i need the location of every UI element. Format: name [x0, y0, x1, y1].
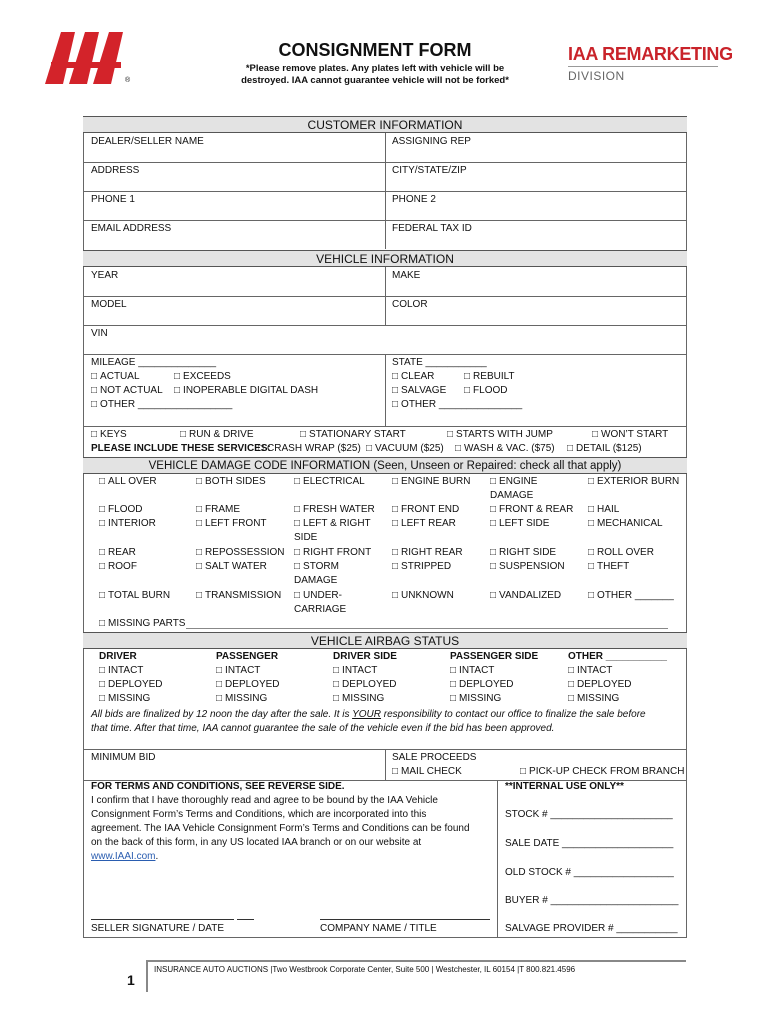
stationary-start-checkbox[interactable]: □ STATIONARY START [300, 428, 406, 442]
airbag-passenger-side-deployed[interactable]: □ DEPLOYED [450, 678, 514, 692]
salvage-checkbox[interactable]: □ SALVAGE [392, 384, 446, 398]
airbag-other-deployed[interactable]: □ DEPLOYED [568, 678, 632, 692]
damage-front-end[interactable]: □ FRONT END [392, 503, 459, 517]
damage-right-front[interactable]: □ RIGHT FRONT [294, 546, 371, 560]
page-title: CONSIGNMENT FORM [278, 40, 472, 60]
airbag-driver-side-missing[interactable]: □ MISSING [333, 692, 384, 706]
bid-notice-line1: All bids are finalized by 12 noon the day after the sale. It is YOUR responsibility to contact our office to finalize the sale before [91, 709, 646, 720]
damage-missing-parts[interactable]: □ MISSING PARTS [99, 617, 185, 631]
mail-check-checkbox[interactable]: □ MAIL CHECK [392, 765, 462, 779]
footer-address: INSURANCE AUTO AUCTIONS |Two Westbrook Corporate Center, Suite 500 | Westchester, IL 60154 |T 800.821.4596 [154, 965, 576, 974]
damage-electrical[interactable]: □ ELECTRICAL [294, 475, 365, 489]
plates-note-1: *Please remove plates. Any plates left with vehicle will be [245, 63, 505, 74]
seller-signature-line[interactable] [91, 919, 234, 920]
buyer-number-field[interactable]: BUYER # _______________________ [505, 895, 679, 906]
damage-roof[interactable]: □ ROOF [99, 560, 137, 574]
state-field[interactable]: STATE ___________ [392, 357, 487, 368]
damage-front-rear[interactable]: □ FRONT & REAR [490, 503, 573, 517]
damage-engine-damage[interactable]: □ ENGINE [490, 475, 537, 489]
damage-engine-damage-line2: DAMAGE [490, 490, 534, 501]
airbag-passenger-missing[interactable]: □ MISSING [216, 692, 267, 706]
company-name-line[interactable] [320, 919, 490, 920]
model-field[interactable]: MODEL [91, 299, 127, 310]
airbag-driver-side-deployed[interactable]: □ DEPLOYED [333, 678, 397, 692]
damage-hail[interactable]: □ HAIL [588, 503, 619, 517]
damage-transmission[interactable]: □ TRANSMISSION [196, 589, 281, 603]
airbag-passenger-intact[interactable]: □ INTACT [216, 664, 260, 678]
vacuum-checkbox[interactable]: □ VACUUM ($25) [366, 442, 444, 456]
sale-date-field[interactable]: SALE DATE ____________________ [505, 838, 674, 849]
wash-vac-checkbox[interactable]: □ WASH & VAC. ($75) [455, 442, 555, 456]
terms-line-4: on the back of this form, in any US located IAA branch or on our website at [91, 837, 422, 848]
page-number: 1 [127, 972, 135, 988]
keys-checkbox[interactable]: □ KEYS [91, 428, 127, 442]
terms-heading: FOR TERMS AND CONDITIONS, SEE REVERSE SIDE. [91, 781, 345, 792]
damage-frame[interactable]: □ FRAME [196, 503, 240, 517]
mileage-other-checkbox[interactable]: □ OTHER _________________ [91, 398, 232, 412]
airbag-other-title[interactable]: OTHER ___________ [568, 651, 667, 662]
old-stock-field[interactable]: OLD STOCK # __________________ [505, 867, 674, 878]
airbag-passenger-title: PASSENGER [216, 651, 279, 662]
state-other-checkbox[interactable]: □ OTHER _______________ [392, 398, 522, 412]
damage-roll-over[interactable]: □ ROLL OVER [588, 546, 654, 560]
damage-left-side[interactable]: □ LEFT SIDE [490, 517, 549, 531]
damage-interior[interactable]: □ INTERIOR [99, 517, 156, 531]
registered-mark: ® [125, 77, 131, 84]
iaa-logo [45, 32, 127, 86]
damage-right-rear[interactable]: □ RIGHT REAR [392, 546, 463, 560]
salvage-provider-field[interactable]: SALVAGE PROVIDER # ___________ [505, 923, 678, 934]
damage-mechanical[interactable]: □ MECHANICAL [588, 517, 663, 531]
damage-fresh-water[interactable]: □ FRESH WATER [294, 503, 375, 517]
damage-unknown[interactable]: □ UNKNOWN [392, 589, 454, 603]
starts-with-jump-checkbox[interactable]: □ STARTS WITH JUMP [447, 428, 553, 442]
email-field[interactable]: EMAIL ADDRESS [91, 223, 172, 234]
clear-checkbox[interactable]: □ CLEAR [392, 370, 434, 384]
make-field[interactable]: MAKE [392, 270, 421, 281]
terms-line-1: I confirm that I have thoroughly read and agree to be bound by the IAA Vehicle [91, 795, 438, 806]
damage-stripped[interactable]: □ STRIPPED [392, 560, 451, 574]
vin-field[interactable]: VIN [91, 328, 108, 339]
airbag-passenger-side-title: PASSENGER SIDE [450, 651, 539, 662]
damage-undercarriage-line2: CARRIAGE [294, 604, 347, 615]
dealer-name-field[interactable]: DEALER/SELLER NAME [91, 136, 204, 147]
damage-undercarriage[interactable]: □ UNDER- [294, 589, 342, 603]
terms-line-3: agreement. The IAA Vehicle Consignment Form’s Terms and Conditions can be found [91, 823, 470, 834]
airbag-status-heading: VEHICLE AIRBAG STATUS [83, 632, 687, 649]
airbag-driver-title: DRIVER [99, 651, 137, 662]
flood-title-checkbox[interactable]: □ FLOOD [464, 384, 508, 398]
plates-note-2: destroyed. IAA cannot guarantee vehicle will not be forked* [241, 75, 509, 86]
damage-other[interactable]: □ OTHER _______ [588, 589, 674, 603]
damage-exterior-burn[interactable]: □ EXTERIOR BURN [588, 475, 679, 489]
internal-use-label: **INTERNAL USE ONLY** [505, 781, 624, 792]
damage-flood[interactable]: □ FLOOD [99, 503, 143, 517]
damage-all-over[interactable]: □ ALL OVER [99, 475, 157, 489]
phone-2-field[interactable]: PHONE 2 [392, 194, 436, 205]
damage-storm-damage[interactable]: □ STORM [294, 560, 339, 574]
address-field[interactable]: ADDRESS [91, 165, 140, 176]
wont-start-checkbox[interactable]: □ WON’T START [592, 428, 668, 442]
damage-repossession[interactable]: □ REPOSSESSION [196, 546, 285, 560]
airbag-other-intact[interactable]: □ INTACT [568, 664, 612, 678]
terms-line-2: Consignment Form’s Terms and Conditions, which are incorporated into this [91, 809, 427, 820]
damage-left-right-side[interactable]: □ LEFT & RIGHT [294, 517, 371, 531]
website-link[interactable]: www.IAAI.com [91, 851, 156, 862]
stock-number-field[interactable]: STOCK # ______________________ [505, 809, 673, 820]
airbag-driver-intact[interactable]: □ INTACT [99, 664, 143, 678]
year-field[interactable]: YEAR [91, 270, 119, 281]
detail-checkbox[interactable]: □ DETAIL ($125) [567, 442, 642, 456]
airbag-driver-side-title: DRIVER SIDE [333, 651, 397, 662]
brand-name: IAA REMARKETING [568, 44, 733, 64]
services-label: PLEASE INCLUDE THESE SERVICES: [91, 443, 271, 454]
bid-notice-line2: that time. After that time, IAA cannot guarantee the sale of the vehicle even if the bid has been approved. [91, 723, 555, 734]
damage-left-rear[interactable]: □ LEFT REAR [392, 517, 456, 531]
minimum-bid-field[interactable]: MINIMUM BID [91, 752, 156, 763]
damage-engine-burn[interactable]: □ ENGINE BURN [392, 475, 471, 489]
damage-right-side[interactable]: □ RIGHT SIDE [490, 546, 556, 560]
damage-storm-damage-line2: DAMAGE [294, 575, 338, 586]
vehicle-info-heading: VEHICLE INFORMATION [83, 250, 687, 267]
not-actual-checkbox[interactable]: □ NOT ACTUAL [91, 384, 163, 398]
damage-theft[interactable]: □ THEFT [588, 560, 629, 574]
damage-salt-water[interactable]: □ SALT WATER [196, 560, 267, 574]
inoperable-dash-checkbox[interactable]: □ INOPERABLE DIGITAL DASH [174, 384, 318, 398]
pickup-check-checkbox[interactable]: □ PICK-UP CHECK FROM BRANCH [520, 765, 684, 779]
mileage-field[interactable]: MILEAGE ______________ [91, 357, 217, 368]
airbag-driver-side-intact[interactable]: □ INTACT [333, 664, 377, 678]
actual-checkbox[interactable]: □ ACTUAL [91, 370, 140, 384]
sale-proceeds-label: SALE PROCEEDS [392, 752, 477, 763]
city-state-zip-field[interactable]: CITY/STATE/ZIP [392, 165, 467, 176]
damage-left-right-side-line2: SIDE [294, 532, 318, 543]
airbag-passenger-deployed[interactable]: □ DEPLOYED [216, 678, 280, 692]
brand-division: DIVISION [568, 69, 625, 83]
rebuilt-checkbox[interactable]: □ REBUILT [464, 370, 515, 384]
missing-parts-line[interactable] [186, 628, 668, 629]
airbag-passenger-side-intact[interactable]: □ INTACT [450, 664, 494, 678]
airbag-passenger-side-missing[interactable]: □ MISSING [450, 692, 501, 706]
airbag-driver-deployed[interactable]: □ DEPLOYED [99, 678, 163, 692]
damage-total-burn[interactable]: □ TOTAL BURN [99, 589, 170, 603]
damage-vandalized[interactable]: □ VANDALIZED [490, 589, 561, 603]
exceeds-checkbox[interactable]: □ EXCEEDS [174, 370, 231, 384]
run-drive-checkbox[interactable]: □ RUN & DRIVE [180, 428, 254, 442]
airbag-driver-missing[interactable]: □ MISSING [99, 692, 150, 706]
assigning-rep-field[interactable]: ASSIGNING REP [392, 136, 471, 147]
airbag-other-missing[interactable]: □ MISSING [568, 692, 619, 706]
damage-left-front[interactable]: □ LEFT FRONT [196, 517, 267, 531]
damage-rear[interactable]: □ REAR [99, 546, 136, 560]
customer-info-heading: CUSTOMER INFORMATION [83, 116, 687, 133]
federal-tax-id-field[interactable]: FEDERAL TAX ID [392, 223, 472, 234]
seller-signature-label: SELLER SIGNATURE / DATE [91, 923, 224, 934]
company-name-label: COMPANY NAME / TITLE [320, 923, 437, 934]
damage-both-sides[interactable]: □ BOTH SIDES [196, 475, 266, 489]
damage-suspension[interactable]: □ SUSPENSION [490, 560, 565, 574]
damage-code-heading: VEHICLE DAMAGE CODE INFORMATION (Seen, Unseen or Repaired: check all that apply) [83, 457, 687, 474]
crash-wrap-checkbox[interactable]: □ CRASH WRAP ($25) [258, 442, 361, 456]
phone-1-field[interactable]: PHONE 1 [91, 194, 135, 205]
terms-line-5: www.IAAI.com. [91, 851, 159, 862]
color-field[interactable]: COLOR [392, 299, 428, 310]
